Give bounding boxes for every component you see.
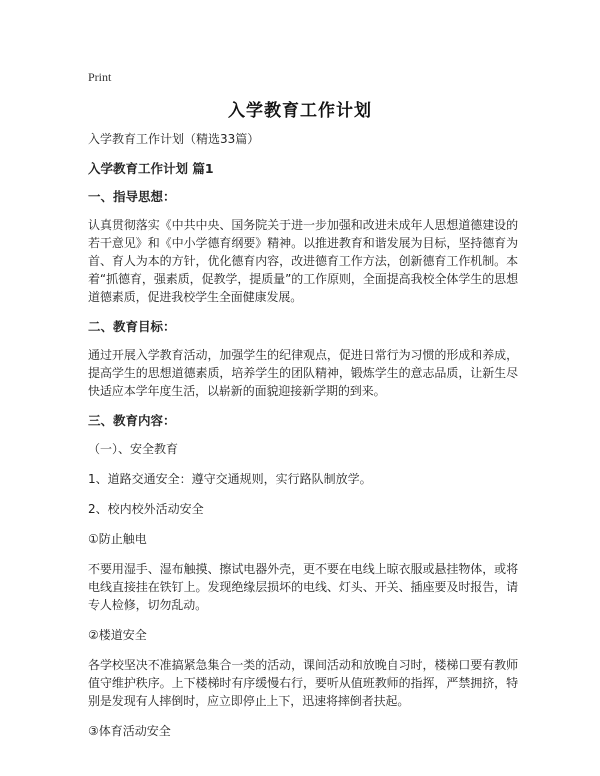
document-subtitle: 入学教育工作计划（精选33篇）	[88, 132, 260, 146]
section-heading-content: 三、教育内容：	[88, 413, 176, 428]
section-heading-guiding: 一、指导思想：	[88, 189, 176, 204]
subheading-sports: ③体育活动安全	[88, 724, 171, 738]
subheading-stairs: ②楼道安全	[88, 628, 147, 642]
list-item-1: 1、道路交通安全：遵守交通规则，实行路队制放学。	[88, 472, 372, 486]
paragraph-guiding: 认真贯彻落实《中共中央、国务院关于进一步加强和改进未成年人思想道德建设的若干意见》和《中小学德育纲要》精神。以推进教育和谐发展为目标，坚持德育为首、育人为本的方针，优化德育内容，改进德育工作方法，创新德育工作机制。本着“抓德育，强素质，促教学，提质量”的工作原则，全面提高我校全体学生的思想道德素质，促进我校学生全面健康发展。	[88, 218, 518, 304]
document-body	[88, 130, 518, 752]
list-item-2: 2、校内校外活动安全	[88, 502, 204, 516]
section-heading-goal: 二、教育目标：	[88, 319, 176, 334]
paragraph-goal: 通过开展入学教育活动，加强学生的纪律观点，促进日常行为习惯的形成和养成，提高学生的思想道德素质，培养学生的团队精神，锻炼学生的意志品质，让新生尽快适应本学年度生活，以崭新的面貌迎接新学期的到来。	[88, 348, 518, 398]
paragraph-stairs: 各学校坚决不准搞紧急集合一类的活动，课间活动和放晚自习时，楼梯口要有教师值守维护秩序。上下楼梯时有序缓慢右行，要听从值班教师的指挥，严禁拥挤，特别是发现有人摔倒时，应立即停止上下，迅速将摔倒者扶起。	[88, 658, 518, 708]
print-link[interactable]: Print	[88, 70, 112, 84]
subheading-safety: （一）、安全教育	[88, 442, 179, 456]
paragraph-electric: 不要用湿手、湿布触摸、擦试电器外壳，更不要在电线上晾衣服或悬挂物体，或将电线直接挂在铁钉上。发现绝缘层损坏的电线、灯头、开关、插座要及时报告，请专人检修，切勿乱动。	[88, 562, 518, 612]
article-heading: 入学教育工作计划 篇1	[88, 161, 214, 176]
document-title: 入学教育工作计划	[228, 101, 372, 121]
subheading-electric: ①防止触电	[88, 532, 147, 546]
